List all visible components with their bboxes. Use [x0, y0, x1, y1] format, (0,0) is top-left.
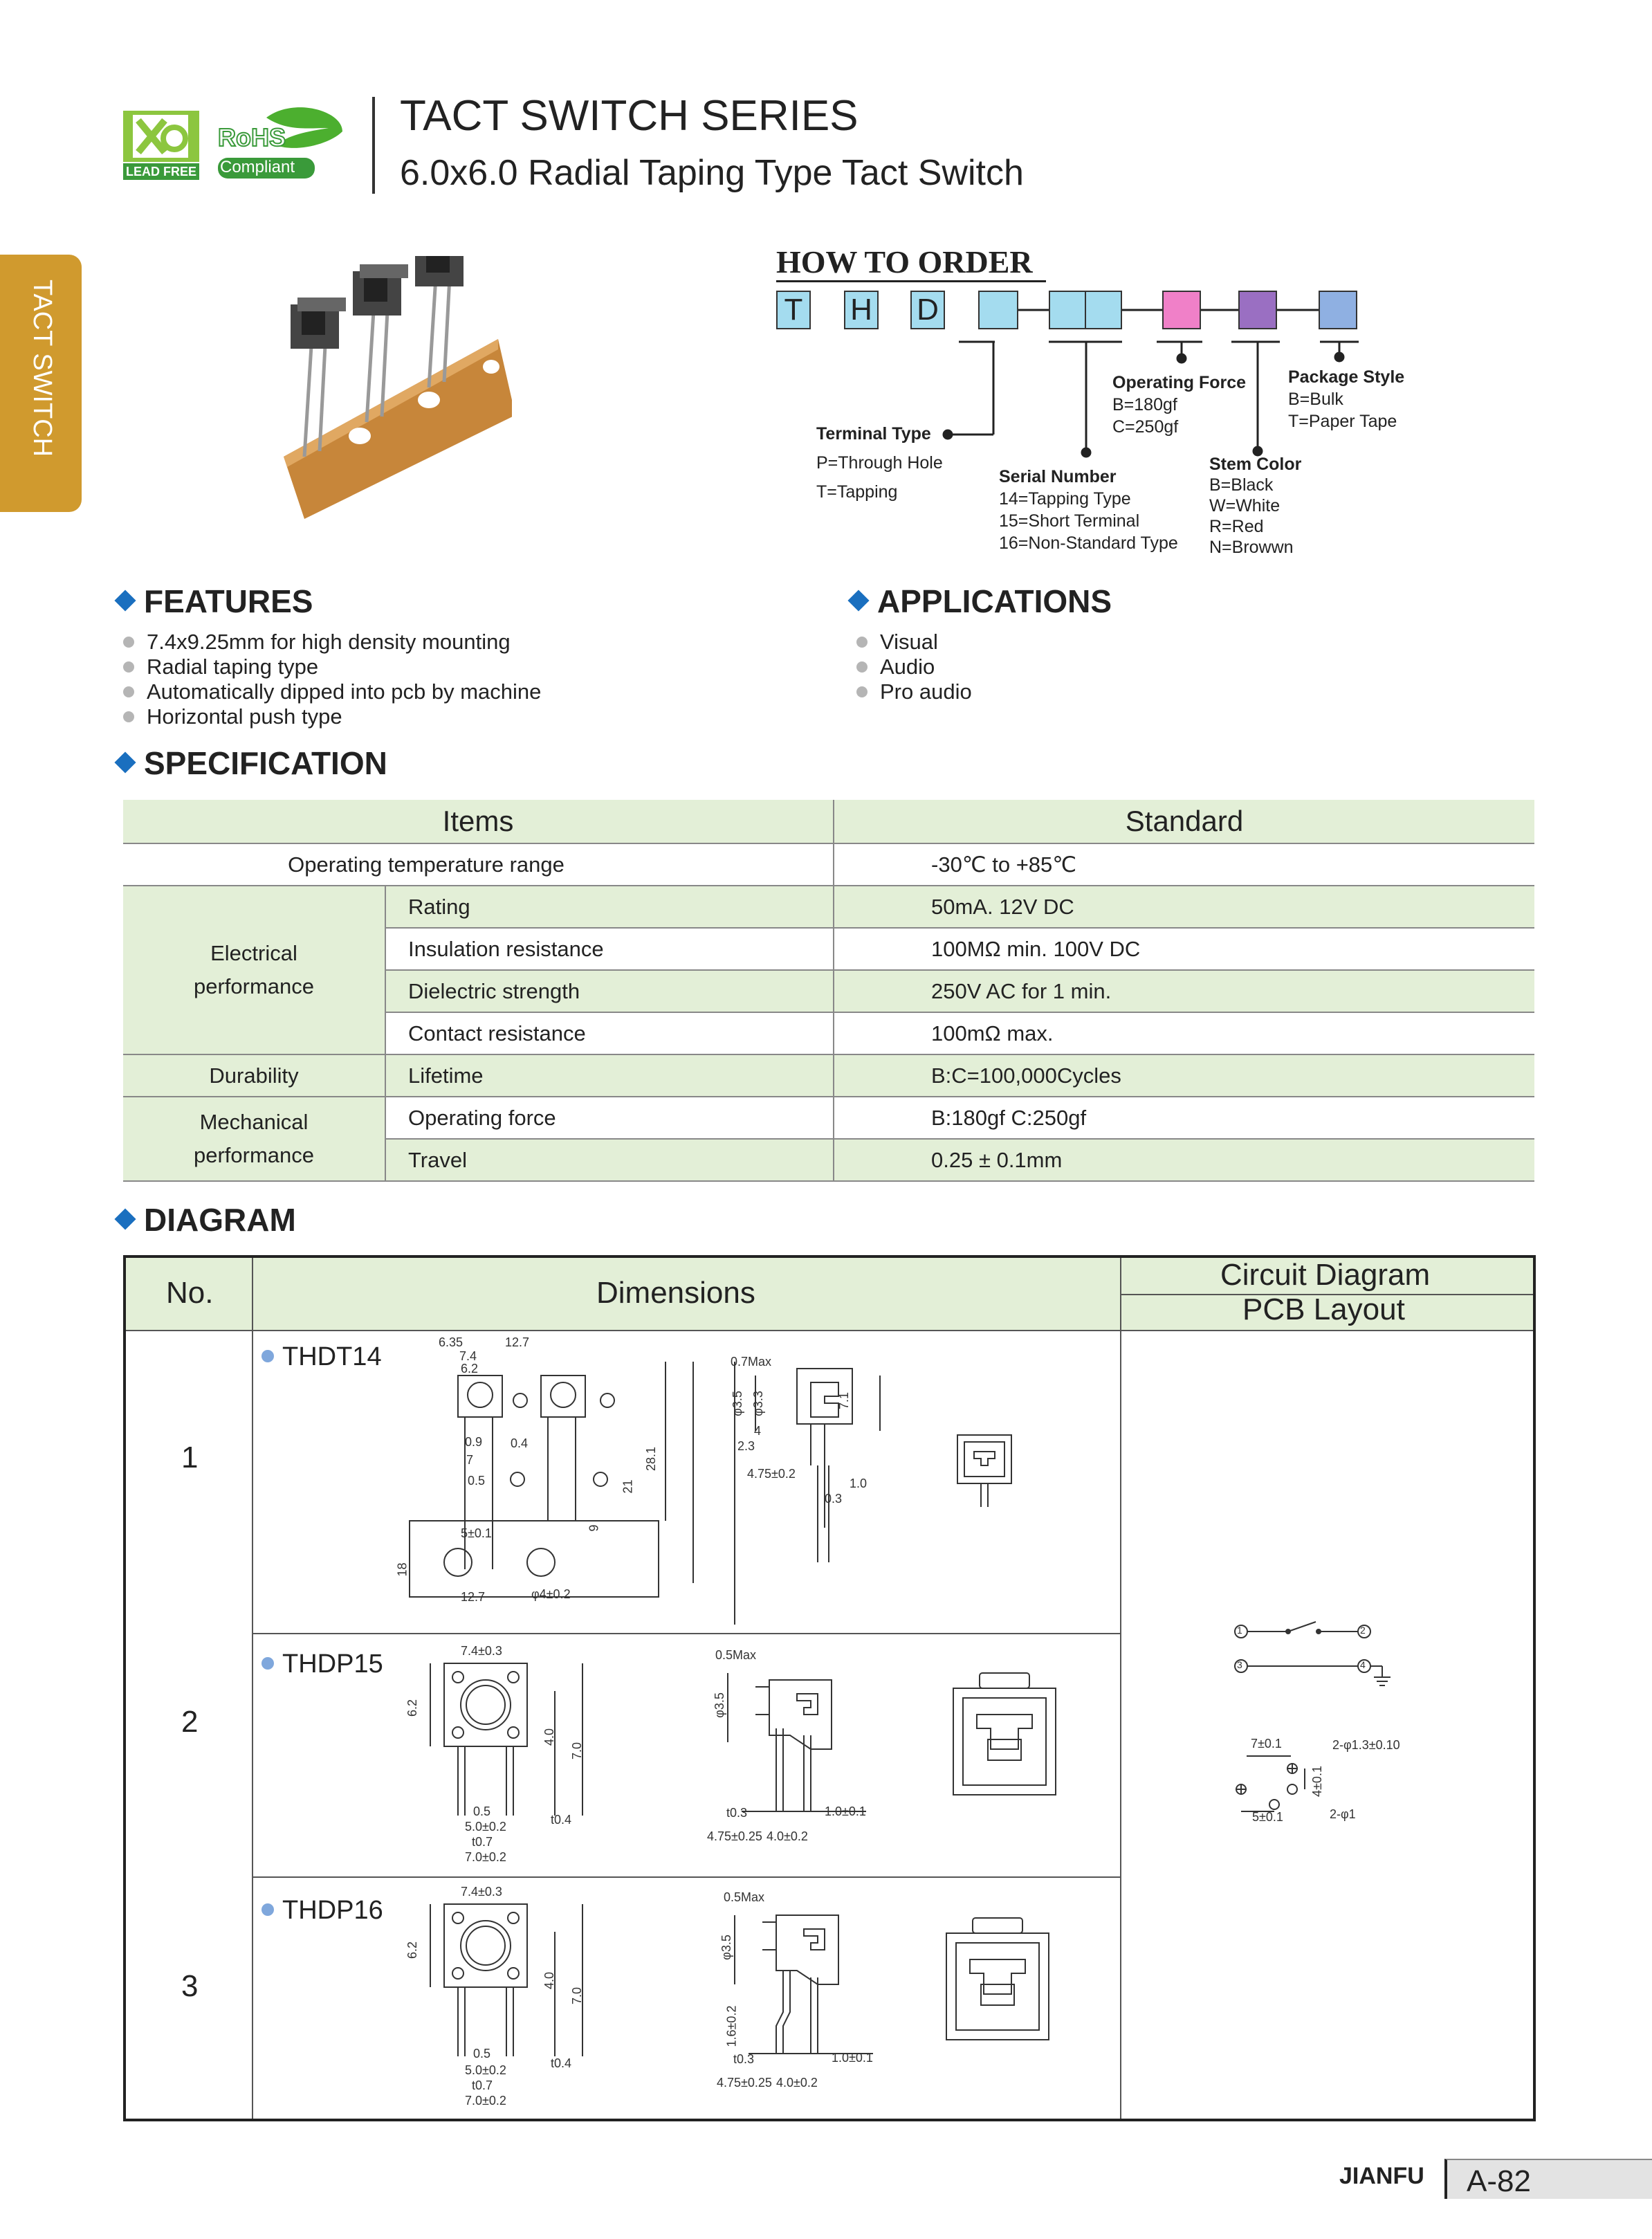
list-item: Horizontal push type — [123, 704, 541, 729]
dimension-label: 0.9 — [465, 1435, 483, 1449]
spec-value: 0.25 ± 0.1mm — [834, 1139, 1534, 1181]
dimension-label: 6.2 — [461, 1362, 479, 1376]
dimension-label: 6.2 — [405, 1941, 420, 1959]
dimension-label: 7.0 — [570, 1742, 585, 1760]
dimension-label: 6.35 — [439, 1335, 464, 1349]
spec-value: B:180gf C:250gf — [834, 1097, 1534, 1139]
list-item: Automatically dipped into pcb by machine — [123, 679, 541, 704]
spec-item: Operating force — [385, 1097, 834, 1139]
dimension-label: 5.0±0.2 — [465, 2063, 506, 2077]
stem-color-option: N=Browwn — [1209, 538, 1294, 557]
dimension-label: 7 — [466, 1453, 474, 1467]
dimension-label: 1.0±0.1 — [832, 2051, 873, 2065]
page-number-box — [1444, 2159, 1652, 2199]
dimension-label: 0.3 — [825, 1492, 843, 1506]
brand-name: JIANFU — [1339, 2163, 1424, 2189]
diagram-col-pcb: PCB Layout — [1242, 1292, 1405, 1326]
list-item: Radial taping type — [123, 655, 541, 679]
stem-color-title: Stem Color — [1209, 455, 1302, 474]
dimension-label: 0.5 — [473, 2047, 491, 2060]
dimension-label: 0.5 — [473, 1804, 491, 1818]
dimension-label: φ3.5 — [712, 1692, 726, 1718]
stem-color-option: B=Black — [1209, 475, 1274, 495]
product-photo — [277, 256, 512, 519]
diamond-icon — [847, 590, 869, 611]
package-style-option: B=Bulk — [1288, 390, 1343, 409]
dimension-label: 1.6±0.2 — [724, 2005, 739, 2047]
terminal-type-option: P=Through Hole — [816, 453, 943, 473]
dimension-label: t0.7 — [472, 2078, 493, 2092]
dimension-label: 12.7 — [505, 1335, 530, 1349]
side-tab[interactable] — [0, 255, 82, 512]
dimension-label: 1.0 — [850, 1477, 868, 1490]
package-style-option: T=Paper Tape — [1288, 412, 1397, 431]
spec-group-electrical: Electrical performance — [123, 886, 385, 1054]
dimension-label: 2-φ1.3±0.10 — [1332, 1738, 1400, 1752]
dimension-label: 0.5Max — [724, 1890, 765, 1904]
spec-item: Operating temperature range — [123, 843, 834, 886]
diamond-icon — [114, 1208, 136, 1230]
dimension-label: 4.0 — [542, 1971, 557, 1990]
diagram-heading: DIAGRAM — [118, 1201, 296, 1239]
pin-label: 4 — [1360, 1659, 1366, 1670]
dimension-label: 5±0.1 — [1252, 1810, 1283, 1824]
spec-value: B:C=100,000Cycles — [834, 1054, 1534, 1097]
dimension-label: 7.0 — [570, 1986, 585, 2005]
side-tab-label: TACT SWITCH — [28, 280, 57, 457]
dimension-label: 0.4 — [511, 1436, 529, 1450]
dimension-label: 1.0±0.1 — [825, 1804, 866, 1818]
dimension-label: 5±0.1 — [461, 1526, 492, 1540]
dimension-label: t0.4 — [551, 2056, 572, 2070]
spec-item: Travel — [385, 1139, 834, 1181]
dimension-label: t0.4 — [551, 1813, 572, 1827]
spec-item: Rating — [385, 886, 834, 928]
spec-value: 100mΩ max. — [834, 1012, 1534, 1054]
terminal-type-option: T=Tapping — [816, 482, 898, 502]
dimension-label: 28.1 — [644, 1446, 659, 1472]
dimension-label: φ4±0.2 — [531, 1587, 571, 1601]
thdp15-front-drawing — [403, 1643, 693, 1878]
spec-value: 100MΩ min. 100V DC — [834, 928, 1534, 970]
divider — [1120, 1258, 1121, 2119]
serial-number-title: Serial Number — [999, 467, 1117, 486]
dimension-label: 4 — [754, 1424, 762, 1438]
code-box-t: T — [776, 291, 811, 329]
header-divider — [372, 97, 375, 194]
dimension-label: 2-φ1 — [1330, 1807, 1356, 1821]
spec-item: Lifetime — [385, 1054, 834, 1097]
diagram-table — [123, 1255, 1536, 2121]
dimension-label: 7.4±0.3 — [461, 1644, 502, 1658]
spec-value: 250V AC for 1 min. — [834, 970, 1534, 1012]
page-number: A-82 — [1467, 2164, 1531, 2198]
model-label: THDP15 — [261, 1649, 383, 1679]
dimension-label: 4.0±0.2 — [767, 1829, 808, 1843]
how-to-order-title: HOW TO ORDER — [776, 244, 1033, 280]
list-item: Audio — [856, 655, 972, 679]
serial-number-option: 16=Non-Standard Type — [999, 533, 1178, 553]
dimension-label: 9 — [587, 1524, 601, 1532]
dimension-label: 2.3 — [737, 1439, 755, 1453]
pin-label: 3 — [1237, 1659, 1242, 1670]
row-number: 3 — [181, 1969, 199, 2003]
specification-heading: SPECIFICATION — [118, 744, 387, 782]
model-label: THDT14 — [261, 1342, 382, 1372]
spec-group-mechanical: Mechanical performance — [123, 1097, 385, 1181]
thdt14-pcb-drawing — [953, 1431, 1016, 1514]
spec-value: 50mA. 12V DC — [834, 886, 1534, 928]
spec-col-standard: Standard — [834, 800, 1534, 843]
dimension-label: 18 — [395, 1562, 410, 1577]
spec-item: Insulation resistance — [385, 928, 834, 970]
thdp16-pcb-drawing — [942, 1911, 1053, 2049]
spec-table — [123, 800, 1534, 1182]
dimension-label: 4.75±0.25 — [707, 1829, 762, 1843]
diamond-icon — [114, 751, 136, 773]
serial-number-option: 14=Tapping Type — [999, 489, 1131, 509]
dimension-label: 0.5 — [468, 1474, 486, 1488]
lead-free-label: LEAD FREE — [125, 165, 196, 179]
dimension-label: 4.0 — [542, 1728, 557, 1746]
dimension-label: 4.0±0.2 — [776, 2076, 818, 2090]
dimension-label: 4±0.1 — [1310, 1766, 1324, 1797]
diagram-col-no: No. — [166, 1276, 214, 1310]
dimension-label: t0.3 — [726, 1806, 748, 1820]
package-style-title: Package Style — [1288, 367, 1405, 387]
thdp16-front-drawing — [403, 1883, 693, 2119]
dimension-label: φ3.5 — [719, 1935, 733, 1960]
dimension-label: φ3.3 — [751, 1391, 765, 1416]
rohs-label: RoHS — [218, 123, 286, 152]
list-item: Visual — [856, 630, 972, 655]
thdp15-pcb-drawing — [949, 1666, 1060, 1804]
serial-number-option: 15=Short Terminal — [999, 511, 1140, 531]
list-item: 7.4x9.25mm for high density mounting — [123, 630, 541, 655]
dimension-label: 7.1 — [837, 1391, 852, 1410]
pin-label: 2 — [1360, 1625, 1366, 1636]
dimension-label: 0.5Max — [715, 1648, 757, 1662]
dimension-label: t0.3 — [733, 2052, 755, 2066]
model-label: THDP16 — [261, 1896, 383, 1926]
pin-label: 1 — [1237, 1625, 1242, 1636]
dimension-label: 12.7 — [461, 1590, 486, 1604]
dimension-label: 0.7Max — [731, 1355, 772, 1369]
dimension-label: 7.0±0.2 — [465, 1850, 506, 1864]
applications-heading: APPLICATIONS — [851, 583, 1112, 620]
spec-item: Dielectric strength — [385, 970, 834, 1012]
dimension-label: 7±0.1 — [1251, 1737, 1282, 1751]
diagram-col-dimensions: Dimensions — [596, 1276, 755, 1310]
code-box-d: D — [910, 291, 945, 329]
row-number: 2 — [181, 1705, 199, 1739]
divider — [252, 1633, 1120, 1634]
dimension-label: t0.7 — [472, 1835, 493, 1849]
features-heading: FEATURES — [118, 583, 313, 620]
code-box-h: H — [844, 291, 879, 329]
page-title: TACT SWITCH SERIES — [400, 92, 859, 140]
diamond-icon — [114, 590, 136, 611]
spec-item: Contact resistance — [385, 1012, 834, 1054]
dimension-label: φ3.5 — [730, 1391, 744, 1416]
spec-value: -30℃ to +85℃ — [834, 843, 1534, 886]
dimension-label: 4.75±0.2 — [747, 1467, 796, 1481]
page-subtitle: 6.0x6.0 Radial Taping Type Tact Switch — [400, 153, 1024, 193]
list-item: Pro audio — [856, 679, 972, 704]
operating-force-title: Operating Force — [1112, 373, 1247, 392]
dimension-label: 6.2 — [405, 1699, 420, 1717]
stem-color-option: W=White — [1209, 496, 1281, 515]
divider — [252, 1258, 253, 2119]
applications-list — [856, 630, 972, 704]
dimension-label: 7.4 — [459, 1349, 477, 1363]
operating-force-option: B=180gf — [1112, 395, 1177, 414]
features-list — [123, 630, 541, 729]
dimension-label: 5.0±0.2 — [465, 1820, 506, 1834]
stem-color-option: R=Red — [1209, 517, 1264, 536]
compliant-label: Compliant — [220, 158, 295, 176]
dimension-label: 7.4±0.3 — [461, 1885, 502, 1899]
dimension-label: 4.75±0.25 — [717, 2076, 772, 2090]
row-number: 1 — [181, 1441, 199, 1474]
circuit-diagram — [1233, 1618, 1399, 1694]
dimension-label: 21 — [621, 1479, 635, 1494]
dimension-label: 7.0±0.2 — [465, 2094, 506, 2108]
operating-force-option: C=250gf — [1112, 417, 1179, 437]
spec-group-durability: Durability — [123, 1054, 385, 1097]
diagram-col-circuit: Circuit Diagram — [1220, 1258, 1431, 1292]
terminal-type-title: Terminal Type — [816, 424, 931, 444]
spec-col-items: Items — [123, 800, 834, 843]
